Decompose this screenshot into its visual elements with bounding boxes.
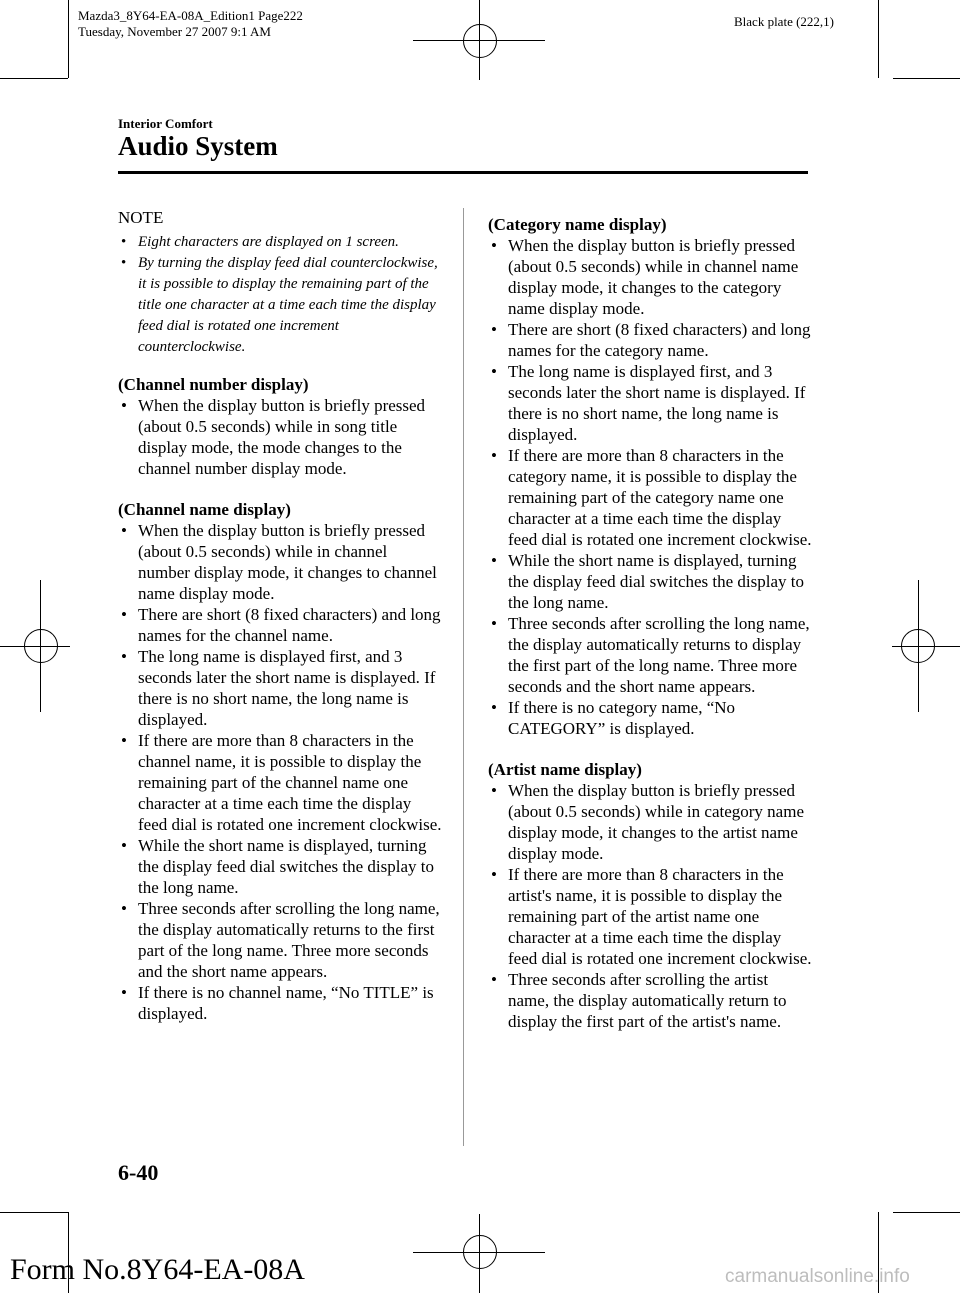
- list-item: • When the display button is briefly pressed (about 0.5 seconds) while in channel name display mode, it changes to the category name display mode.: [488, 235, 813, 319]
- registration-circle-icon: [24, 629, 58, 663]
- bullet-list: [118, 520, 443, 1024]
- list-item: • The long name is displayed first, and 3 seconds later the short name is displayed. If there is no short name, the long name is displayed.: [488, 361, 813, 445]
- section-heading: (Channel name display): [118, 500, 291, 519]
- crop-mark: [68, 0, 69, 78]
- list-item: • The long name is displayed first, and 3 seconds later the short name is displayed. If there is no short name, the long name is displayed.: [118, 646, 443, 730]
- bullet-list: [118, 395, 443, 479]
- section-heading: (Artist name display): [488, 760, 642, 779]
- print-meta-file: Mazda3_8Y64-EA-08A_Edition1 Page222: [78, 8, 303, 23]
- section-label: Interior Comfort: [118, 116, 213, 131]
- list-item: • There are short (8 fixed characters) and long names for the channel name.: [118, 604, 443, 646]
- crop-mark: [893, 78, 960, 79]
- note-list: [118, 232, 443, 358]
- print-meta: [78, 8, 303, 40]
- title-rule: [118, 171, 808, 174]
- list-item: • Eight characters are displayed on 1 screen.: [118, 232, 443, 253]
- list-item: • When the display button is briefly pressed (about 0.5 seconds) while in channel number display mode, it changes to channel name display mode.: [118, 520, 443, 604]
- crop-mark: [878, 0, 879, 78]
- bullet-list: [488, 780, 813, 1032]
- bullet-list: [488, 235, 813, 739]
- left-column: [118, 208, 443, 1044]
- right-column: [488, 214, 813, 1052]
- list-item: • When the display button is briefly pressed (about 0.5 seconds) while in category name display mode, it changes to the artist name display mode.: [488, 780, 813, 864]
- registration-circle-icon: [901, 629, 935, 663]
- form-number: Form No.8Y64-EA-08A: [10, 1253, 305, 1286]
- column-divider: [463, 208, 464, 1146]
- list-item: • By turning the display feed dial counterclockwise, it is possible to display the remaining part of the title one character at a time each time the display feed dial is rotated one increment counterclockwise.: [118, 253, 443, 358]
- section-heading: (Channel number display): [118, 375, 309, 394]
- registration-circle-icon: [463, 1235, 497, 1269]
- page-title: Audio System: [118, 131, 278, 161]
- registration-circle-icon: [463, 24, 497, 58]
- list-item: • If there are more than 8 characters in the artist's name, it is possible to display the remaining part of the artist name one character at a time each time the display feed dial is rotated one increment clockwise.: [488, 864, 813, 969]
- list-item: • If there are more than 8 characters in the category name, it is possible to display the remaining part of the category name one character at a time each time the display feed dial is rotated one increment clockwise.: [488, 445, 813, 550]
- list-item: • While the short name is displayed, turning the display feed dial switches the display to the long name.: [118, 835, 443, 898]
- watermark: carmanualsonline.info: [725, 1266, 910, 1287]
- section-heading: (Category name display): [488, 215, 667, 234]
- crop-mark: [0, 78, 68, 79]
- page-number: 6-40: [118, 1160, 159, 1185]
- crop-mark: [0, 1212, 68, 1213]
- print-meta-date: Tuesday, November 27 2007 9:1 AM: [78, 24, 271, 39]
- list-item: • If there are more than 8 characters in the channel name, it is possible to display the remaining part of the channel name one character at a time each time the display feed dial is rotated one increment clockwise.: [118, 730, 443, 835]
- list-item: • If there is no category name, “No CATEGORY” is displayed.: [488, 697, 813, 739]
- note-title: NOTE: [118, 208, 164, 227]
- plate-label: Black plate (222,1): [734, 14, 834, 29]
- list-item: • Three seconds after scrolling the artist name, the display automatically return to display the first part of the artist's name.: [488, 969, 813, 1032]
- list-item: • If there is no channel name, “No TITLE” is displayed.: [118, 982, 443, 1024]
- list-item: • Three seconds after scrolling the long name, the display automatically returns to the first part of the long name. Three more seconds and the short name appears.: [118, 898, 443, 982]
- list-item: • There are short (8 fixed characters) and long names for the category name.: [488, 319, 813, 361]
- crop-mark: [893, 1212, 960, 1213]
- list-item: • Three seconds after scrolling the long name, the display automatically returns to display the first part of the long name. Three more seconds and the short name appears.: [488, 613, 813, 697]
- list-item: • When the display button is briefly pressed (about 0.5 seconds) while in song title display mode, the mode changes to the channel number display mode.: [118, 395, 443, 479]
- list-item: • While the short name is displayed, turning the display feed dial switches the display to the long name.: [488, 550, 813, 613]
